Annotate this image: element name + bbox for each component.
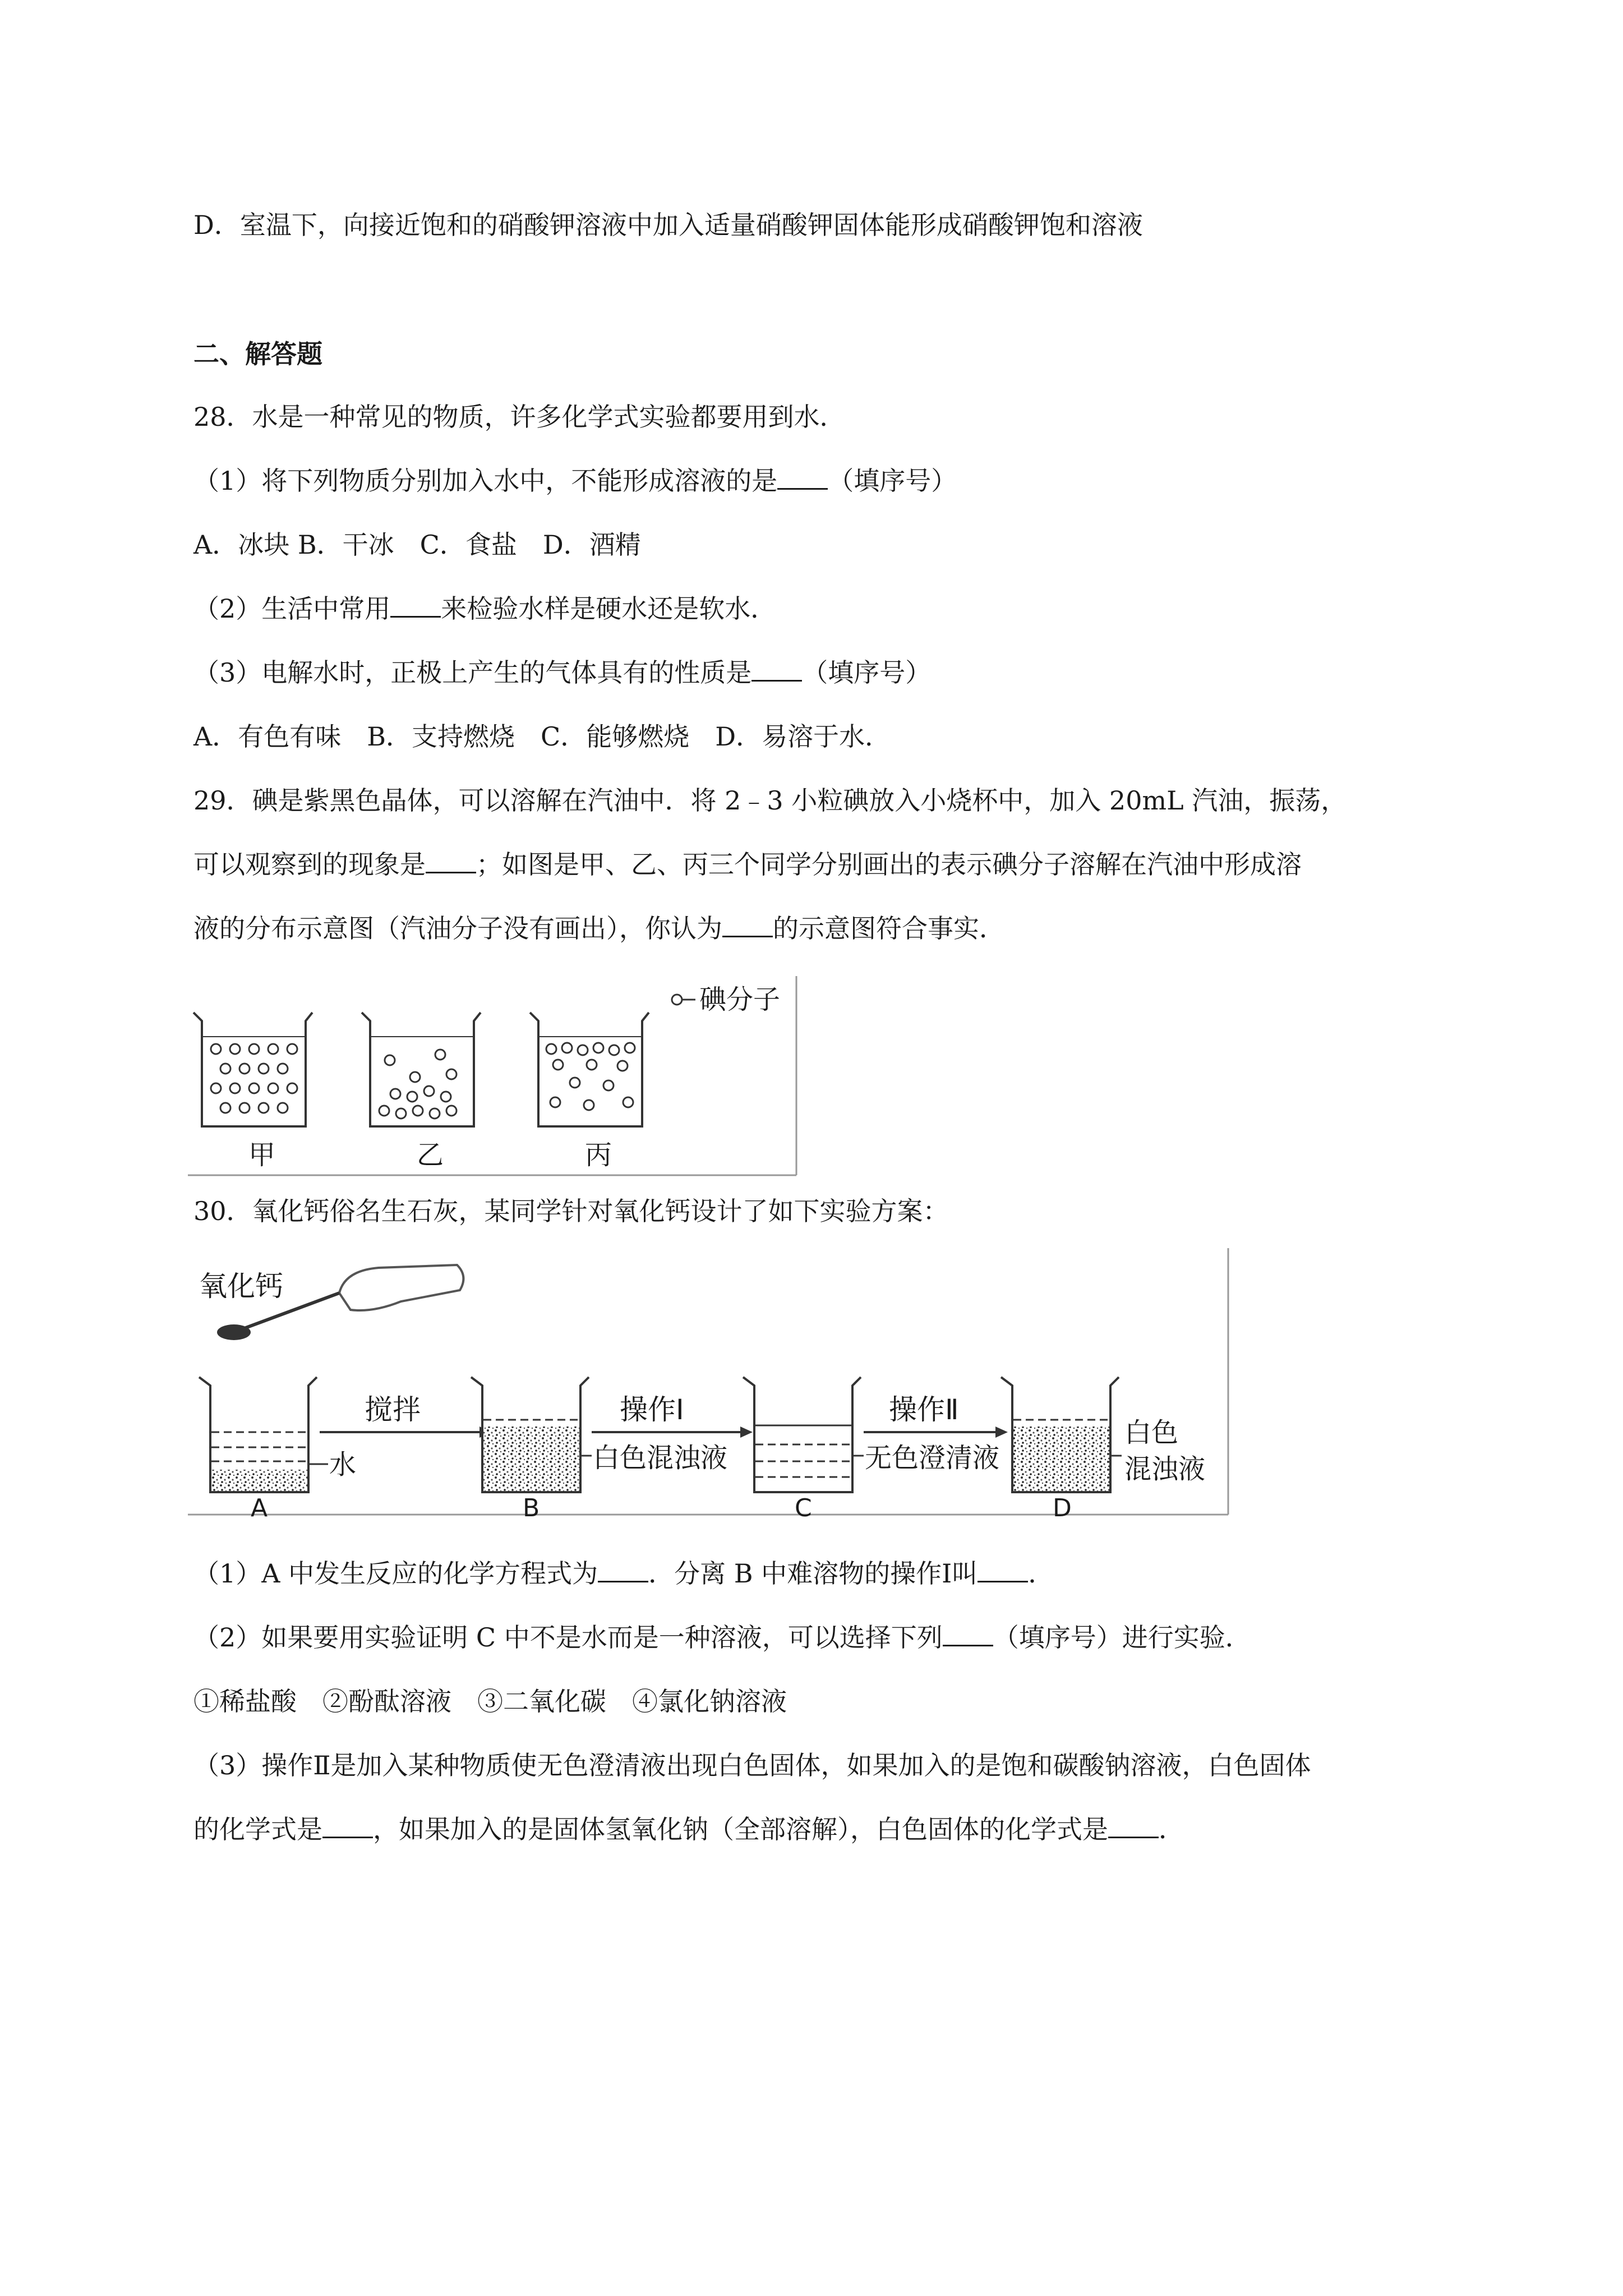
q28-part1 xyxy=(193,463,957,498)
arrow-label-stir: 搅拌 xyxy=(365,1393,421,1426)
answer-blank[interactable] xyxy=(426,849,476,873)
q30-part1-tail: ． xyxy=(1028,1558,1054,1589)
q30-part1-mid: ．分离 B 中难溶物的操作Ⅰ叫 xyxy=(648,1558,978,1589)
answer-blank[interactable] xyxy=(1108,1814,1159,1838)
q30-part3-line1: （3）操作Ⅱ是加入某种物质使无色澄清液出现白色固体，如果加入的是饱和碳酸钠溶液，白色固体 xyxy=(193,1750,1311,1780)
legend-label: 碘分子 xyxy=(699,984,781,1015)
iodine-beakers-figure xyxy=(188,976,805,1178)
q27-option-d: D．室温下，向接近饱和的硝酸钾溶液中加入适量硝酸钾固体能形成硝酸钾饱和溶液 xyxy=(193,210,1143,240)
q29-line3-text: 液的分布示意图（汽油分子没有画出），你认为 xyxy=(193,913,722,944)
answer-blank[interactable] xyxy=(978,1558,1028,1582)
answer-blank[interactable] xyxy=(598,1558,648,1582)
q30-stem: 30．氧化钙俗名生石灰，某同学针对氧化钙设计了如下实验方案： xyxy=(193,1196,949,1226)
q30-part1 xyxy=(193,1556,1054,1591)
q30-part1-text: （1）A 中发生反应的化学方程式为 xyxy=(193,1558,598,1589)
q29-line3 xyxy=(193,911,1005,946)
q30-part3-text: 的化学式是 xyxy=(193,1814,322,1844)
answer-blank[interactable] xyxy=(722,913,773,937)
q28-part2-tail: 来检验水样是硬水还是软水． xyxy=(441,593,777,624)
label-yi: 乙 xyxy=(417,1139,444,1171)
q29-line2-tail: ；如图是甲、乙、丙三个同学分别画出的表示碘分子溶解在汽油中形成溶 xyxy=(476,849,1302,880)
beaker-label-a: A xyxy=(251,1494,268,1520)
q30-part3-mid: ，如果加入的是固体氢氧化钠（全部溶解），白色固体的化学式是 xyxy=(373,1814,1108,1844)
answer-blank[interactable] xyxy=(390,593,441,618)
q28-part2-text: （2）生活中常用 xyxy=(193,593,391,624)
q29-line2-text: 可以观察到的现象是 xyxy=(193,849,426,880)
label-white-turbid: 白色混浊液 xyxy=(593,1442,728,1474)
arrow-label-operation-1: 操作Ⅰ xyxy=(620,1393,684,1426)
q29-line2 xyxy=(193,847,1302,882)
q28-part3-text: （3）电解水时，正极上产生的气体具有的性质是 xyxy=(193,657,752,688)
beaker-label-c: C xyxy=(795,1494,812,1520)
q30-part2-text: （2）如果要用实验证明 C 中不是水而是一种溶液，可以选择下列 xyxy=(193,1622,943,1653)
answer-blank[interactable] xyxy=(943,1622,993,1646)
q28-part3-tail: （填序号） xyxy=(802,657,932,688)
calcium-oxide-experiment-figure xyxy=(188,1248,1242,1520)
reagent-label: 氧化钙 xyxy=(199,1270,283,1303)
label-jia: 甲 xyxy=(248,1139,276,1171)
label-turbid: 混浊液 xyxy=(1124,1453,1206,1485)
q29-line3-tail: 的示意图符合事实． xyxy=(773,913,1005,944)
answer-blank[interactable] xyxy=(777,466,828,490)
legend-molecule-icon xyxy=(672,995,682,1005)
q28-part1-tail: （填序号） xyxy=(828,466,957,496)
q28-part1-text: （1）将下列物质分别加入水中，不能形成溶液的是 xyxy=(193,466,778,496)
label-white: 白色 xyxy=(1124,1417,1179,1448)
beaker-c xyxy=(743,1377,861,1492)
molecules-yi xyxy=(379,1050,457,1119)
q30-part2 xyxy=(193,1620,1251,1655)
clear-liquid-lines xyxy=(755,1425,851,1477)
label-bing: 丙 xyxy=(585,1139,612,1171)
beaker-label-d: D xyxy=(1053,1494,1072,1520)
beaker-jia xyxy=(193,1013,312,1126)
q28-part1-options: A．冰块 B．干冰 C．食盐 D．酒精 xyxy=(193,530,641,560)
answer-blank[interactable] xyxy=(751,657,802,682)
q30-part2-tail: （填序号）进行实验． xyxy=(993,1622,1251,1653)
label-clear-solution: 无色澄清液 xyxy=(865,1442,1000,1474)
arrow-label-operation-2: 操作Ⅱ xyxy=(889,1393,959,1426)
q30-part3-line2 xyxy=(193,1812,1184,1847)
q30-part2-options: ①稀盐酸 ②酚酞溶液 ③二氧化碳 ④氯化钠溶液 xyxy=(193,1686,787,1717)
water-lines-a xyxy=(211,1432,307,1461)
q29-line1: 29．碘是紫黑色晶体，可以溶解在汽油中．将 2﹣3 小粒碘放入小烧杯中，加入 20mL 汽油，振荡， xyxy=(193,785,1347,816)
q28-part2 xyxy=(193,591,776,626)
beaker-label-b: B xyxy=(523,1494,540,1520)
q28-part3 xyxy=(193,655,931,690)
q28-stem: 28．水是一种常见的物质，许多化学式实验都要用到水． xyxy=(193,402,846,432)
molecules-jia xyxy=(211,1044,297,1113)
label-water: 水 xyxy=(329,1449,357,1480)
answer-blank[interactable] xyxy=(322,1814,373,1838)
molecules-bing xyxy=(546,1043,635,1110)
section-heading: 二、解答题 xyxy=(193,339,322,369)
q30-part3-tail: ． xyxy=(1159,1814,1184,1844)
q28-part3-options: A．有色有味 B．支持燃烧 C．能够燃烧 D．易溶于水． xyxy=(193,721,891,752)
